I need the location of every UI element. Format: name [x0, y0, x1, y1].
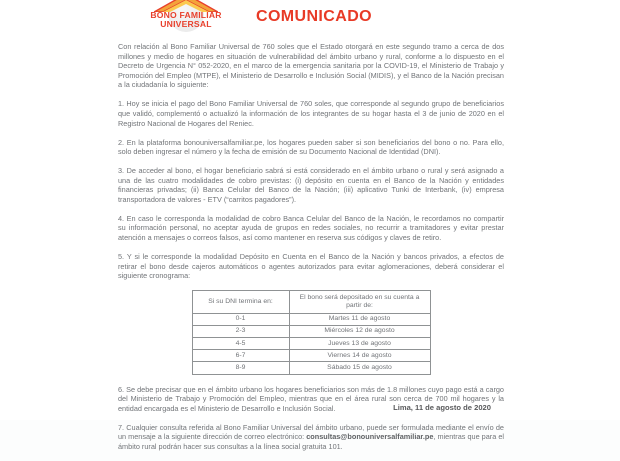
- deposit-date: Miércoles 12 de agosto: [289, 325, 430, 337]
- contact-email: consultas@bonouniversalfamiliar.pe: [306, 432, 434, 442]
- dni-range: 8-9: [192, 362, 289, 374]
- dni-range: 0-1: [192, 313, 289, 325]
- item-4: 4. En caso le corresponda la modalidad de cobro Banca Celular del Banco de la Nación, le recordamos no compartir su información personal, no aceptar ayuda de grupos en redes sociales, no recurrir a tramitadores y evitar prestar atención a mensajes o correos falsos, así como mantener en reserva sus códigos y claves de retiro.: [118, 213, 504, 243]
- deposit-date: Martes 11 de agosto: [289, 313, 430, 325]
- intro-paragraph: Con relación al Bono Familiar Universal de 760 soles que el Estado otorgará en este segundo tramo a cerca de dos millones y medio de hogares en situación de vulnerabilidad del ámbito urbano y rural, conforme a lo dispuesto en el Decreto de Urgencia N° 052-2020, en el marco de la emergencia sanitaria por la COVID-19, el Ministerio de Trabajo y Promoción del Empleo (MTPE), el Ministerio de Desarrollo e Inclusión Social (MIDIS), y el Banco de la Nación precisan a la ciudadanía lo siguiente:: [118, 42, 504, 90]
- dateline: Lima, 11 de agosto de 2020: [393, 403, 491, 412]
- item-1: 1. Hoy se inicia el pago del Bono Familiar Universal de 760 soles, que corresponde al segundo grupo de beneficiarios que validó, complementó o actualizó la información de los integrantes de su hogar hasta el 3 de junio de 2020 en el Registro Nacional de Hogares del Reniec.: [118, 99, 504, 128]
- deposit-date-column-header: El bono será depositado en su cuenta a partir de:: [289, 291, 430, 313]
- bono-familiar-universal-logo: [146, 0, 226, 29]
- item-7-text-after: , mientras que para el ámbito rural podrán hacer sus consultas a la línea social gratuita 101.: [118, 432, 504, 451]
- table-row: [192, 338, 430, 350]
- table-row: [192, 325, 430, 337]
- table-row: [192, 362, 430, 374]
- item-7: [118, 423, 504, 452]
- deposit-date: Sábado 15 de agosto: [289, 362, 430, 374]
- logo-line2: UNIVERSAL: [160, 18, 212, 29]
- payment-schedule-table: [192, 290, 431, 374]
- table-row: [192, 350, 430, 362]
- dni-column-header: Si su DNI termina en:: [192, 291, 289, 313]
- logo-line1: BONO FAMILIAR: [150, 10, 222, 20]
- deposit-date: Viernes 14 de agosto: [289, 350, 430, 362]
- dni-range: 2-3: [192, 325, 289, 337]
- page-title: COMUNICADO: [256, 8, 372, 25]
- table-row: [192, 313, 430, 325]
- table-header-row: [192, 291, 430, 313]
- item-6: 6. Se debe precisar que en el ámbito urbano los hogares beneficiarios son más de 1.8 millones cuyo pago está a cargo del Ministerio de Trabajo y Promoción del Empleo, mientras que en el área rural son cerca de 700 mil hogares y la entidad encargada es el Ministerio de Desarrollo e Inclusión Social.: [118, 384, 504, 413]
- deposit-date: Jueves 13 de agosto: [289, 338, 430, 350]
- item-3: 3. De acceder al bono, el hogar beneficiario sabrá si está considerado en el ámbito urbano o rural y será asignado a una de las cuatro modalidades de cobro previstas: (i) depósito en cuenta en el Banco de la Nación y entidades financieras privadas; (ii) Banca Celular del Banco de la Nación; (iii) aplicativo Tunki de Interbank, (iv) empresa transportadora de valores - ETV (“carritos pagadores”).: [118, 166, 504, 204]
- item-2: 2. En la plataforma bonouniversalfamiliar.pe, los hogares pueden saber si son beneficiarios del bono o no. Para ello, solo deben ingresar el número y la fecha de emisión de su Documento Nacional de Identidad (DNI).: [118, 137, 504, 157]
- communique-body: [118, 42, 504, 461]
- item-7-text-before: 7. Cualquier consulta referida al Bono Familiar Universal del ámbito urbano, puede ser formulada mediante el envío de un mensaje a la siguiente dirección de correo electrónico:: [118, 422, 504, 442]
- item-5: 5. Y si le corresponde la modalidad Depósito en Cuenta en el Banco de la Nación y bancos privados, a efectos de retirar el bono desde cajeros automáticos o agentes autorizados para evitar aglomeraciones, deberá considerar el siguiente cronograma:: [118, 252, 504, 281]
- dni-range: 6-7: [192, 350, 289, 362]
- dni-range: 4-5: [192, 338, 289, 350]
